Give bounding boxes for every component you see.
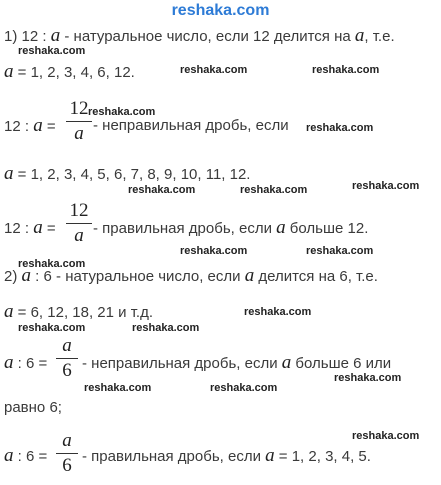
watermark: reshaka.com xyxy=(334,372,402,384)
fraction-bar xyxy=(66,121,92,122)
fraction-a-over-6 xyxy=(56,430,78,477)
variable-a: a xyxy=(33,115,43,136)
watermark: reshaka.com xyxy=(128,184,196,196)
text: - натуральное число, если 12 делится на xyxy=(60,28,355,45)
line-7 xyxy=(4,302,153,323)
line-10-rest xyxy=(82,446,371,467)
variable-a: a xyxy=(244,265,255,286)
denominator: a xyxy=(74,123,84,144)
text: - неправильная дробь, если xyxy=(93,117,289,134)
text: : 6 = xyxy=(13,355,48,372)
line-1 xyxy=(4,26,395,47)
text: : 6 - натуральное число, если xyxy=(31,268,245,285)
denominator: 6 xyxy=(62,455,72,476)
fraction-bar xyxy=(66,223,92,224)
fraction-bar xyxy=(56,453,78,454)
variable-a: a xyxy=(4,61,14,82)
text: , т.е. xyxy=(364,28,395,45)
variable-a: a xyxy=(50,25,61,46)
variable-a: a xyxy=(281,352,292,373)
fraction-12-over-a xyxy=(66,200,92,247)
text: 2) xyxy=(4,268,22,285)
fraction-a-over-6 xyxy=(56,335,78,382)
text: - неправильная дробь, если xyxy=(82,355,282,372)
numerator: a xyxy=(62,430,72,451)
watermark: reshaka.com xyxy=(18,322,86,334)
text: больше 12. xyxy=(285,220,369,237)
watermark: reshaka.com xyxy=(180,245,248,257)
variable-a: a xyxy=(276,217,286,238)
line-3-rest xyxy=(93,116,289,136)
text: - правильная дробь, если xyxy=(82,448,266,465)
line-8-rest xyxy=(82,353,391,374)
text: = xyxy=(42,220,56,237)
watermark: reshaka.com xyxy=(306,245,374,257)
line-5-rest xyxy=(93,218,368,239)
line-2 xyxy=(4,62,135,83)
watermark: reshaka.com xyxy=(180,64,248,76)
variable-a: a xyxy=(265,445,275,466)
site-logo-watermark: reshaka.com xyxy=(171,2,270,19)
text: : 6 = xyxy=(13,448,48,465)
variable-a: a xyxy=(21,265,32,286)
numerator: 12 xyxy=(69,98,89,119)
text: = xyxy=(42,118,56,135)
variable-a: a xyxy=(4,352,14,373)
text: 12 : xyxy=(4,220,34,237)
line-9 xyxy=(4,398,62,418)
text: больше 6 или xyxy=(291,355,392,372)
text: = 6, 12, 18, 21 и т.д. xyxy=(13,304,154,321)
numerator: 12 xyxy=(69,200,89,221)
watermark: reshaka.com xyxy=(132,322,200,334)
text: 1) 12 : xyxy=(4,28,51,45)
variable-a: a xyxy=(354,25,365,46)
line-10 xyxy=(4,446,47,467)
variable-a: a xyxy=(4,163,14,184)
text: делится на 6, т.е. xyxy=(254,268,378,285)
line-8 xyxy=(4,353,47,374)
line-4 xyxy=(4,164,250,185)
variable-a: a xyxy=(4,445,14,466)
watermark: reshaka.com xyxy=(244,306,312,318)
text: = 1, 2, 3, 4, 5, 6, 7, 8, 9, 10, 11, 12. xyxy=(13,166,251,183)
denominator: 6 xyxy=(62,360,72,381)
text: = 1, 2, 3, 4, 5. xyxy=(274,448,371,465)
line-5 xyxy=(4,218,56,239)
variable-a: a xyxy=(33,217,43,238)
fraction-bar xyxy=(56,358,78,359)
line-3 xyxy=(4,116,56,137)
numerator: a xyxy=(62,335,72,356)
watermark: reshaka.com xyxy=(18,258,86,270)
text: = 1, 2, 3, 4, 6, 12. xyxy=(13,64,135,81)
watermark: reshaka.com xyxy=(84,382,152,394)
text: равно 6; xyxy=(4,399,62,416)
watermark: reshaka.com xyxy=(306,122,374,134)
text: - правильная дробь, если xyxy=(93,220,277,237)
watermark: reshaka.com xyxy=(18,45,86,57)
watermark: reshaka.com xyxy=(352,180,420,192)
variable-a: a xyxy=(4,301,14,322)
line-6 xyxy=(4,266,378,287)
watermark: reshaka.com xyxy=(88,106,156,118)
watermark: reshaka.com xyxy=(210,382,278,394)
text: 12 : xyxy=(4,118,34,135)
watermark: reshaka.com xyxy=(312,64,380,76)
watermark: reshaka.com xyxy=(352,430,420,442)
denominator: a xyxy=(74,225,84,246)
watermark: reshaka.com xyxy=(240,184,308,196)
